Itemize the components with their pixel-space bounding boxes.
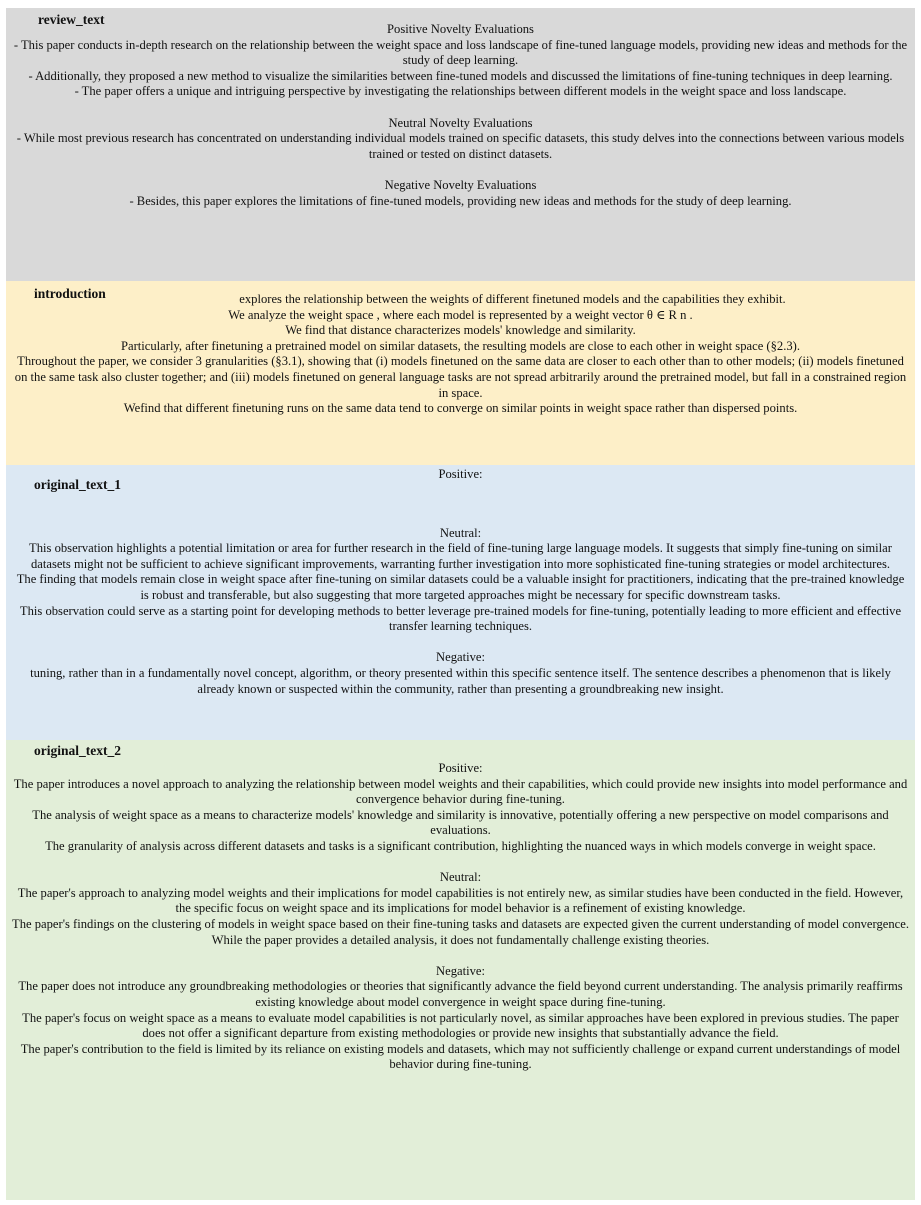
original-text-1-section <box>6 465 915 740</box>
ot1-neutral-item: This observation could serve as a starting point for developing methods to better leverage pre-trained models for fine-tuning, potentially leading to more efficient and effective transfer learning techniques. <box>19 603 902 634</box>
introduction-line: explores the relationship between the weights of different finetuned models and the capabilities they exhibit. <box>239 292 786 306</box>
introduction-section <box>6 281 915 465</box>
negative-heading: Negative: <box>436 963 485 978</box>
positive-heading: Positive: <box>438 467 483 481</box>
introduction-line: Throughout the paper, we consider 3 granularities (§3.1), showing that (i) models finetuned on the same data are closer to each other than to other models; (ii) models finetuned on the same task also cluster together; and (iii) models finetuned on general language tasks are not spread arbitrarily around the pretrained model, but fall in a constrained region in space. <box>14 354 907 400</box>
section-label: introduction <box>34 286 106 301</box>
section-label: original_text_2 <box>34 743 121 758</box>
ot1-neutral-item: The finding that models remain close in weight space after fine-tuning on similar datasets could be a valuable insight for practitioners, indicating that the pre-trained knowledge is robust and transferable, but also suggesting that more targeted approaches might be necessary for specific downstream tasks. <box>16 572 905 602</box>
negative-heading: Negative: <box>436 650 485 665</box>
ot1-neutral-item: This observation highlights a potential limitation or area for further research in the field of fine-tuning large language models. It suggests that simply fine-tuning on similar datasets might not be sufficient to achieve significant improvements, warranting further investigation into more sophisticated fine-tuning strategies or model architectures. <box>29 541 892 571</box>
review-text-section <box>6 8 915 281</box>
ot1-negative-item: tuning, rather than in a fundamentally novel concept, algorithm, or theory presented within this specific sentence itself. The sentence describes a phenomenon that is likely already known or suspected within the community, rather than presenting a groundbreaking new insight. <box>30 665 891 696</box>
introduction-line: Particularly, after finetuning a pretrained model on similar datasets, the resulting models are close to each other in weight space (§2.3). <box>120 338 801 353</box>
ot2-negative-item: The paper's contribution to the field is limited by its reliance on existing models and datasets, which may not sufficiently challenge or expand current understandings of model behavior during fine-tuning. <box>20 1041 901 1072</box>
section-label: original_text_1 <box>34 477 121 492</box>
section-label: review_text <box>38 12 105 27</box>
review-positive-item: - The paper offers a unique and intriguing perspective by investigating the relationships between different models in the weight space and loss landscape. <box>74 84 847 99</box>
review-text-body <box>6 22 915 209</box>
ot2-negative-item: The paper does not introduce any groundbreaking methodologies or theories that significantly advance the field beyond current understanding. The analysis primarily reaffirms existing knowledge about model convergence in weight space during fine-tuning. <box>18 979 903 1009</box>
ot2-neutral-item: The paper's approach to analyzing model weights and their implications for model capabilities is not entirely new, as similar studies have been conducted in the field. However, the specific focus on weight space and its implications for model behavior is a refinement of existing knowledge. <box>17 885 904 916</box>
ot2-positive-item: The analysis of weight space as a means to characterize models' knowledge and similarity is innovative, potentially offering a new perspective on model comparisons and evaluations. <box>32 807 889 838</box>
positive-heading: Positive Novelty Evaluations <box>387 22 534 36</box>
introduction-body <box>6 292 915 417</box>
introduction-line: We analyze the weight space , where each model is represented by a weight vector θ ∈ R n . <box>228 307 693 322</box>
review-positive-item: - This paper conducts in-depth research on the relationship between the weight space and loss landscape of fine-tuned language models, providing new ideas and methods for the study of deep learning. <box>13 37 908 68</box>
review-negative-item: - Besides, this paper explores the limitations of fine-tuned models, providing new ideas and methods for the study of deep learning. <box>129 193 792 208</box>
original-text-1-body <box>6 467 915 697</box>
ot2-neutral-item: The paper's findings on the clustering of models in weight space based on their fine-tuning tasks and datasets are expected given the current understanding of model convergence. While the paper provides a detailed analysis, it does not fundamentally challenge existing theories. <box>12 916 909 947</box>
review-positive-item: - Additionally, they proposed a new method to visualize the similarities between fine-tuned models and discussed the limitations of fine-tuning techniques in deep learning. <box>28 68 893 83</box>
ot2-negative-item: The paper's focus on weight space as a means to evaluate model capabilities is not particularly novel, as similar approaches have been explored in previous studies. The paper does not offer a significant departure from existing methodologies or provide new insights that substantially advance the field. <box>22 1010 899 1041</box>
neutral-heading: Neutral: <box>439 525 482 540</box>
neutral-heading: Neutral: <box>439 870 482 885</box>
original-text-2-body <box>6 761 915 1073</box>
ot2-positive-item: The paper introduces a novel approach to analyzing the relationship between model weights and their capabilities, which could provide new insights into model performance and convergence behavior during fine-tuning. <box>13 776 908 807</box>
introduction-line: We find that distance characterizes models' knowledge and similarity. <box>285 323 636 338</box>
review-neutral-item: - While most previous research has concentrated on understanding individual models trained on specific datasets, this study delves into the connections between various models trained or tested on distinct datasets. <box>16 131 905 161</box>
introduction-line: Wefind that different finetuning runs on the same data tend to converge on similar points in weight space rather than dispersed points. <box>123 401 798 416</box>
original-text-2-section <box>6 740 915 1200</box>
neutral-heading: Neutral Novelty Evaluations <box>388 115 533 130</box>
ot2-positive-item: The granularity of analysis across different datasets and tasks is a significant contribution, highlighting the nuanced ways in which models converge in weight space. <box>45 838 876 853</box>
positive-heading: Positive: <box>438 761 483 775</box>
negative-heading: Negative Novelty Evaluations <box>384 177 537 192</box>
